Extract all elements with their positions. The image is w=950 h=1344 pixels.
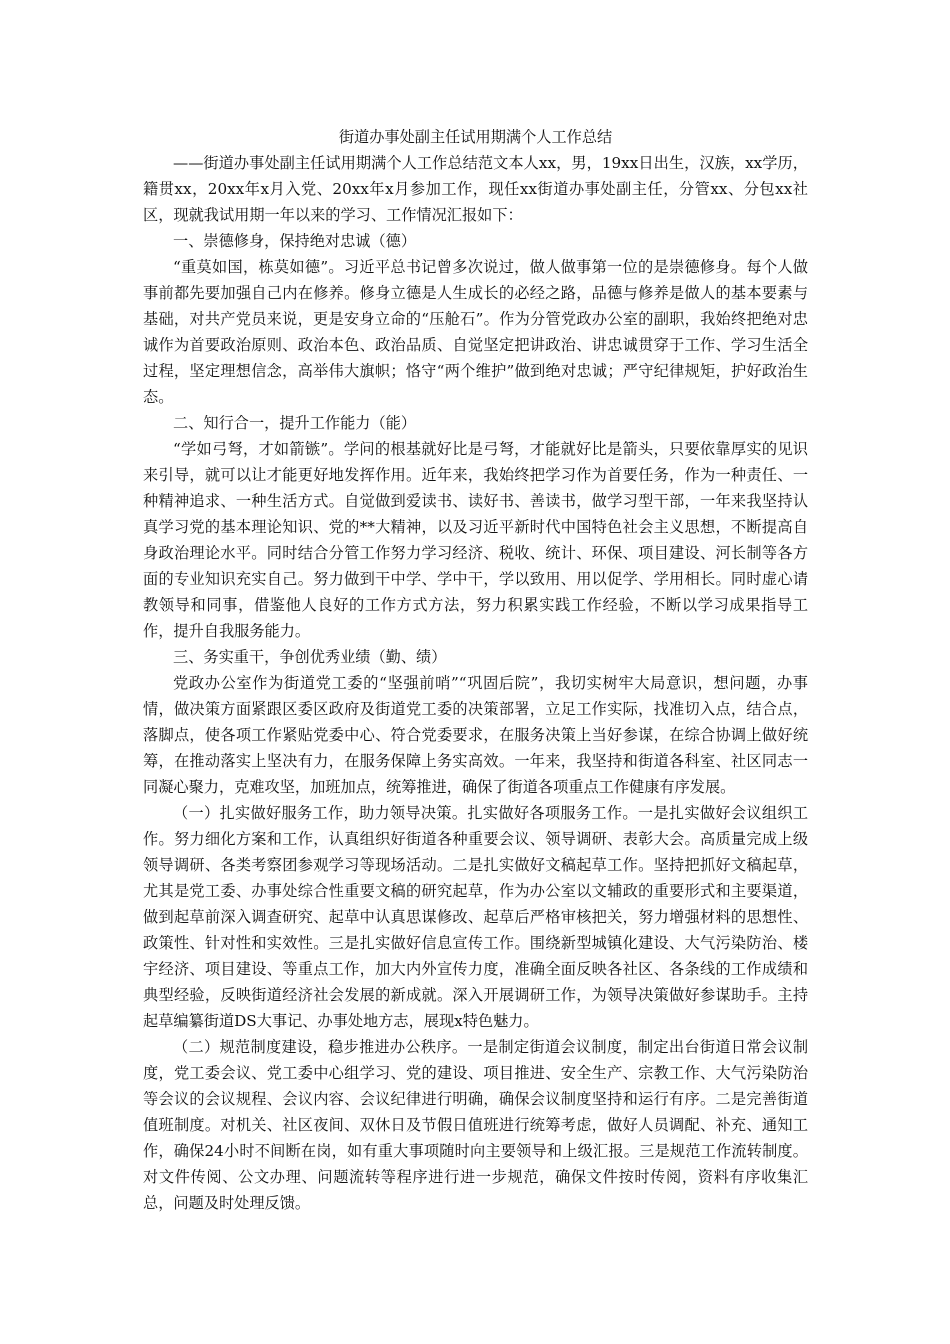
section-body-1: “重莫如国，栋莫如德”。习近平总书记曾多次说过，做人做事第一位的是崇德修身。每个人做事前都先要加强自己内在修养。修身立德是人生成长的必经之路，品德与修养是做人的基本要素与基础，对共产党员来说，更是安身立命的“压舱石”。作为分管党政办公室的副职，我始终把绝对忠诚作为首要政治原则、政治本色、政治品质、自觉坚定把讲政治、讲忠诚贯穿于工作、学习生活全过程，坚定理想信念，高举伟大旗帜；恪守“两个维护”做到绝对忠诚；严守纪律规矩，护好政治生态。 — [143, 258, 808, 406]
section-body-2: “学如弓弩，才如箭镞”。学问的根基就好比是弓弩，才能就好比是箭头，只要依靠厚实的见识来引导，就可以让才能更好地发挥作用。近年来，我始终把学习作为首要任务，作为一种责任、一种精神追求、一种生活方式。自觉做到爱读书、读好书、善读书，做学习型干部，一年来我坚持认真学习党的基本理论知识、党的**大精神，以及习近平新时代中国特色社会主义思想，不断提高自身政治理论水平。同时结合分管工作努力学习经济、税收、统计、环保、项目建设、河长制等各方面的专业知识充实自己。努力做到干中学、学中干，学以致用、用以促学、学用相长。同时虚心请教领导和同事，借鉴他人良好的工作方式方法，努力积累实践工作经验，不断以学习成果指导工作，提升自我服务能力。 — [143, 440, 808, 640]
section-heading-2: 二、知行合一，提升工作能力（能） — [173, 414, 416, 432]
subsection-2: （二）规范制度建设，稳步推进办公秩序。一是制定街道会议制度，制定出台街道日常会议制度，党工委会议、党工委中心组学习、党的建设、项目推进、安全生产、宗教工作、大气污染防治等会议的会议规程、会议内容、会议纪律进行明确，确保会议制度坚持和运行有序。二是完善街道值班制度。对机关、社区夜间、双休日及节假日值班进行统筹考虑，做好人员调配、补充、通知工作，确保24小时不间断在岗，如有重大事项随时向主要领导和上级汇报。三是规范工作流转制度。对文件传阅、公文办理、问题流转等程序进行进一步规范，确保文件按时传阅，资料有序收集汇总，问题及时处理反馈。 — [143, 1038, 808, 1212]
section-heading-1: 一、崇德修身，保持绝对忠诚（德） — [173, 232, 416, 250]
document-page — [143, 124, 808, 1216]
intro-paragraph: ——街道办事处副主任试用期满个人工作总结范文本人xx，男，19xx日出生，汉族，xx学历，籍贯xx，20xx年x月入党、20xx年x月参加工作，现任xx街道办事处副主任，分管xx、分包xx社区，现就我试用期一年以来的学习、工作情况汇报如下： — [143, 154, 808, 224]
document-title: 街道办事处副主任试用期满个人工作总结 — [338, 128, 613, 146]
section-heading-3: 三、务实重干，争创优秀业绩（勤、绩） — [173, 648, 447, 666]
section-body-3: 党政办公室作为街道党工委的“坚强前哨”“巩固后院”，我切实树牢大局意识，想问题，办事情，做决策方面紧跟区委区政府及街道党工委的决策部署，立足工作实际，找准切入点，结合点，落脚点，使各项工作紧贴党委中心、符合党委要求，在服务决策上当好参谋，在综合协调上做好统筹，在推动落实上坚决有力，在服务保障上务实高效。一年来，我坚持和街道各科室、社区同志一同凝心聚力，克难攻坚，加班加点，统筹推进，确保了街道各项重点工作健康有序发展。 — [143, 674, 808, 796]
subsection-1: （一）扎实做好服务工作，助力领导决策。扎实做好各项服务工作。一是扎实做好会议组织工作。努力细化方案和工作，认真组织好街道各种重要会议、领导调研、表彰大会。高质量完成上级领导调研、各类考察团参观学习等现场活动。二是扎实做好文稿起草工作。坚持把抓好文稿起草，尤其是党工委、办事处综合性重要文稿的研究起草，作为办公室以文辅政的重要形式和主要渠道，做到起草前深入调查研究、起草中认真思谋修改、起草后严格审核把关，努力增强材料的思想性、政策性、针对性和实效性。三是扎实做好信息宣传工作。围绕新型城镇化建设、大气污染防治、楼宇经济、项目建设、等重点工作，加大内外宣传力度，准确全面反映各社区、各条线的工作成绩和典型经验，反映街道经济社会发展的新成就。深入开展调研工作，为领导决策做好参谋助手。主持起草编纂街道DS大事记、办事处地方志，展现x特色魅力。 — [143, 804, 808, 1030]
